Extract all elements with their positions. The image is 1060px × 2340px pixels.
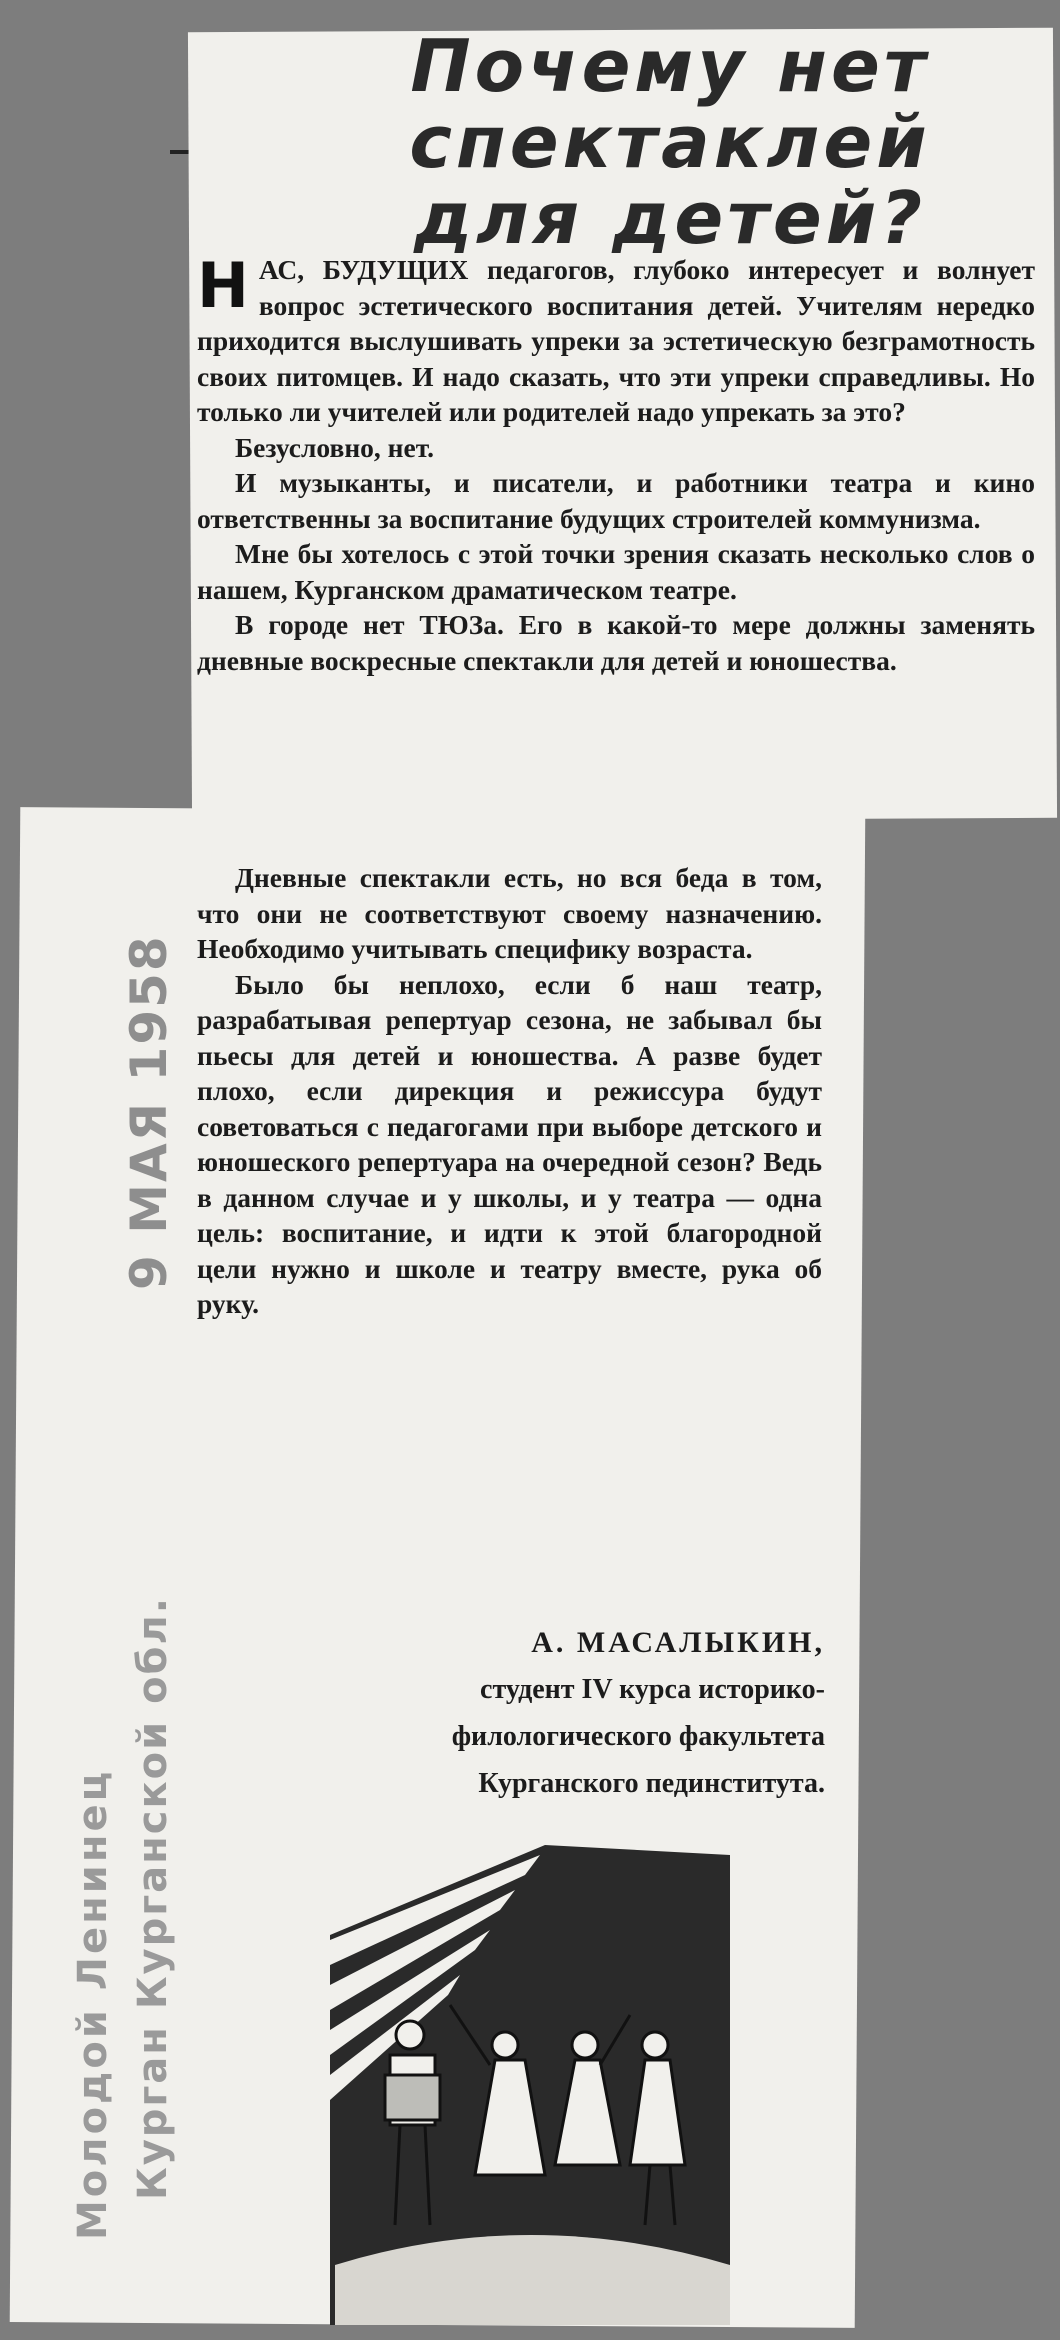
paragraph-6: Дневные спектакли есть, но вся беда в том, что они не соответствуют своему назначению. Необходимо учитывать специфику возраста. (197, 862, 822, 964)
theatre-dance-illustration (330, 1845, 730, 2325)
author-line-2: филологического факультета (451, 1721, 825, 1752)
paragraph-4: Мне бы хотелось с этой точки зрения сказать несколько слов о нашем, Курганском драматическом театре. (197, 538, 1035, 605)
headline-line-3: для детей? (414, 176, 926, 260)
paragraph-5: В городе нет ТЮЗа. Его в какой-то мере должны заменять дневные воскресные спектакли для детей и юношества. (197, 609, 1035, 676)
author-line-1: студент IV курса историко- (480, 1674, 825, 1705)
source-stamp-city: Курган Курганской обл. (130, 1596, 176, 2200)
author-signature (340, 1620, 825, 1807)
headline-line-2: спектаклей (409, 100, 931, 184)
paragraph-3: И музыканты, и писатели, и работники театра и кино ответственны за воспитание будущих строителей коммунизма. (197, 467, 1035, 534)
paragraph-7: Было бы неплохо, если б наш театр, разрабатывая репертуар сезона, не забывал бы пьесы для детей и юношества. А разве будет плохо, если дирекция и режиссура будут советоваться с педагогами при выборе детского и юношеского репертуара на очередной сезон? Ведь в данном случае и у школы, и у театра — одна цель: воспитание, и идти к этой благородной цели нужно и школе и театру вместе, рука об руку. (197, 968, 822, 1319)
author-line-3: Курганского пединститута. (478, 1768, 825, 1799)
article-column-top (197, 249, 1035, 678)
drop-cap: Н (197, 249, 249, 322)
author-name: А. МАСАЛЫКИН, (531, 1626, 825, 1659)
paragraph-1-text: АС, БУДУЩИХ педагогов, глубоко интересует и волнует вопрос эстетического воспитания детей. Учителям нередко приходится выслушивать упреки за эстетическую безграмотность своих питомцев. И надо сказать, что эти упреки справедливы. Но только ли учителей или родителей надо упрекать за это? (197, 254, 1035, 427)
headline-line-1: Почему нет (410, 24, 930, 108)
date-stamp: 9 МАЯ 1958 (120, 934, 178, 1290)
paragraph-1 (197, 249, 1035, 430)
paragraph-2: Безусловно, нет. (235, 431, 435, 463)
article-headline (330, 24, 1010, 260)
source-stamp-newspaper: Молодой Ленинец (70, 1768, 116, 2240)
article-column-bottom (197, 860, 822, 1322)
